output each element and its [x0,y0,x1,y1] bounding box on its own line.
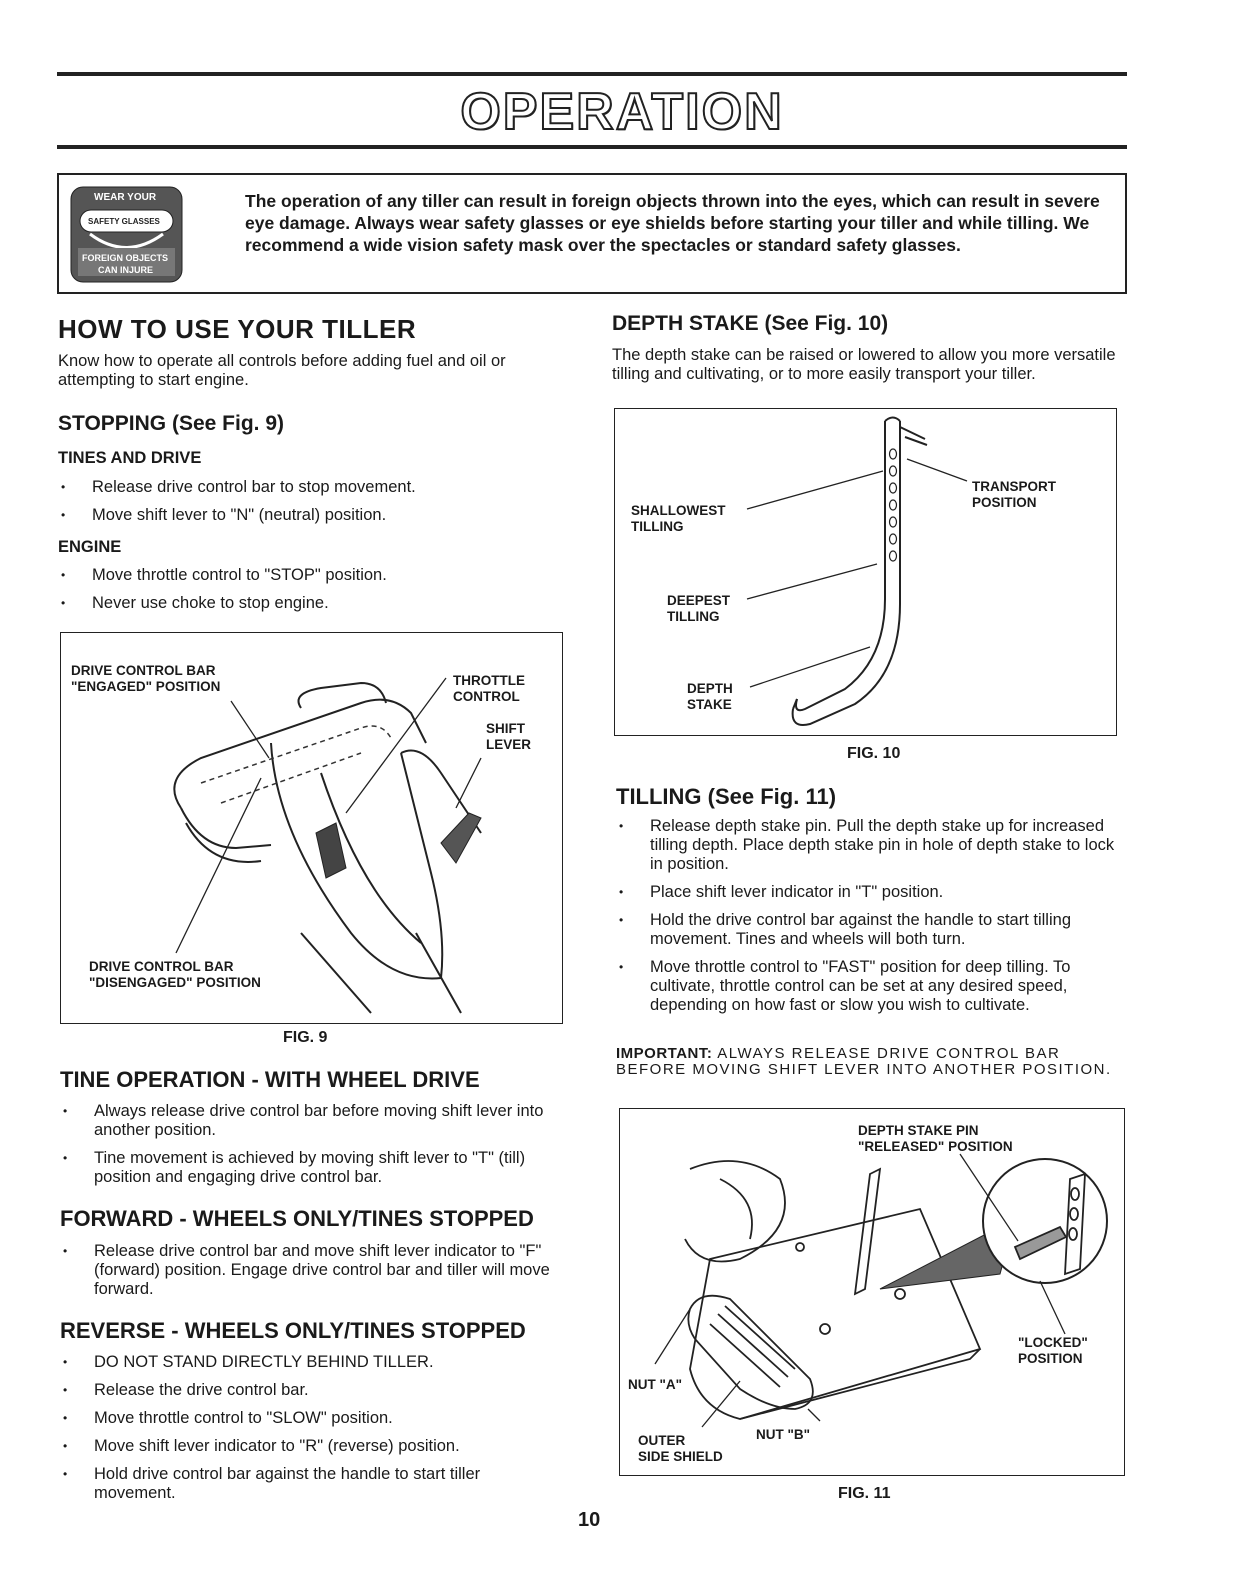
forward-list [60,1242,565,1308]
fig10-stake-label-2: STAKE [687,697,732,712]
engine-list [58,566,568,622]
fig10-stake-label-1: DEPTH [687,681,733,696]
outer-side-shield [688,1296,813,1409]
list-item: • Place shift lever indicator in "T" position. [616,883,1121,902]
handle-bar-top [174,700,426,808]
fig10-deepest-label-2: TILLING [667,609,720,624]
list-item: • Hold the drive control bar against the handle to start tilling movement. Tines and wheels will both turn. [616,911,1121,949]
important-note [616,1046,1121,1078]
tines-drive-heading: TINES AND DRIVE [58,449,202,467]
fig9-engaged-label-2: "ENGAGED" POSITION [71,679,221,694]
fig10-shallowest-label-2: TILLING [631,519,684,534]
list-item: • Always release drive control bar before moving shift lever into another position. [60,1102,565,1140]
fig10-shallowest-label-1: SHALLOWEST [631,503,726,518]
fig10-transport-label-2: POSITION [972,495,1037,510]
safety-warning-text: The operation of any tiller can result in foreign objects thrown into the eyes, which can result in severe eye damage. Always wear safety glasses or eye shields before starting your tiller and while tilling. We recommend a wide vision safety mask over the spectacles or standard safety glasses. [245,191,1100,255]
fig9-throttle-label-1: THROTTLE [453,673,525,688]
fig11-shield-label-2: SIDE SHIELD [638,1449,723,1464]
title-bottom-rule [57,145,1127,149]
throttle-control-grip [316,823,346,878]
detail-circle [983,1159,1107,1283]
fig9-disengaged-label-1: DRIVE CONTROL BAR [89,959,234,974]
list-item: • Never use choke to stop engine. [58,594,568,613]
list-item: • Release the drive control bar. [60,1381,565,1400]
list-item: • Release depth stake pin. Pull the depth stake up for increased tilling depth. Place depth stake pin in hole of depth stake to lock in position. [616,817,1121,874]
tine-operation-list [60,1102,565,1196]
fig9-disengaged-label-2: "DISENGAGED" POSITION [89,975,261,990]
tilling-list [616,817,1121,1024]
list-item: • Move throttle control to "SLOW" position. [60,1409,565,1428]
fig9-illustration [60,632,563,1024]
list-item: • Tine movement is achieved by moving shift lever to "T" (till) position and engaging drive control bar. [60,1149,565,1187]
reverse-list [60,1353,565,1512]
depth-stake-heading: DEPTH STAKE (See Fig. 10) [612,312,889,335]
shift-lever-knob [441,813,481,863]
fig10-illustration [614,408,1117,736]
how-to-intro: Know how to operate all controls before adding fuel and oil or attempting to start engine. [58,352,506,389]
fig11-shield-label-1: OUTER [638,1433,686,1448]
fig11-illustration [619,1108,1125,1476]
list-item: • Move throttle control to "FAST" position for deep tilling. To cultivate, throttle control can be set at any desired speed, depending on how fast or slow you wish to cultivate. [616,958,1121,1015]
tines-drive-list [58,478,568,534]
important-label: IMPORTANT: [616,1045,713,1062]
list-item: • Release drive control bar and move shift lever indicator to "F" (forward) position. Engage drive control bar and tiller will move forward. [60,1242,565,1299]
stopping-heading: STOPPING (See Fig. 9) [58,412,284,435]
top-rule [57,72,1127,76]
list-item: • Move shift lever to "N" (neutral) position. [58,506,568,525]
fig11-drawing [620,1109,1126,1477]
list-item: • Release drive control bar to stop movement. [58,478,568,497]
forward-heading: FORWARD - WHEELS ONLY/TINES STOPPED [60,1206,534,1231]
important-text: ALWAYS RELEASE DRIVE CONTROL BAR BEFORE MOVING SHIFT LEVER INTO ANOTHER POSITION. [616,1045,1112,1078]
fig9-throttle-label-2: CONTROL [453,689,520,704]
fig9-caption: FIG. 9 [283,1029,328,1046]
depth-stake [855,1169,880,1294]
how-to-heading: HOW TO USE YOUR TILLER [58,314,417,344]
reverse-heading: REVERSE - WHEELS ONLY/TINES STOPPED [60,1318,526,1343]
list-item: • Hold drive control bar against the handle to start tiller movement. [60,1465,565,1503]
fig11-pin-label-2: "RELEASED" POSITION [858,1139,1013,1154]
list-item: • Move throttle control to "STOP" position. [58,566,568,585]
icon-text-1: WEAR YOUR [94,192,157,203]
page-title: OPERATION [460,83,784,141]
fig9-engaged-label-1: DRIVE CONTROL BAR [71,663,216,678]
fig9-shift-label-2: LEVER [486,737,532,752]
page-number: 10 [578,1509,601,1531]
depth-stake-text: The depth stake can be raised or lowered to allow you more versatile tilling and cultivating, or to more easily transport your tiller. [612,346,1116,383]
fig9-shift-label-1: SHIFT [486,721,525,736]
fig11-nut-a-label: NUT "A" [628,1377,683,1392]
fig11-locked-label-1: "LOCKED" [1018,1335,1088,1350]
fig11-locked-label-2: POSITION [1018,1351,1083,1366]
fig11-nut-b-label: NUT "B" [756,1427,811,1442]
fig10-deepest-label-1: DEEPEST [667,593,731,608]
tilling-heading: TILLING (See Fig. 11) [616,784,837,809]
handle-left-grip [181,808,271,848]
safety-glasses-icon [70,186,183,283]
fig10-caption: FIG. 10 [847,745,901,762]
list-item: • DO NOT STAND DIRECTLY BEHIND TILLER. [60,1353,565,1372]
tine-operation-heading: TINE OPERATION - WITH WHEEL DRIVE [60,1067,480,1092]
icon-text-4: CAN INJURE [98,265,154,275]
fig11-caption: FIG. 11 [838,1485,891,1502]
list-item: • Move shift lever indicator to "R" (reverse) position. [60,1437,565,1456]
icon-text-2: SAFETY GLASSES [88,217,160,226]
icon-text-3: FOREIGN OBJECTS [82,253,169,263]
engine-heading: ENGINE [58,538,122,556]
fig10-transport-label-1: TRANSPORT [972,479,1056,494]
fig11-pin-label-1: DEPTH STAKE PIN [858,1123,979,1138]
